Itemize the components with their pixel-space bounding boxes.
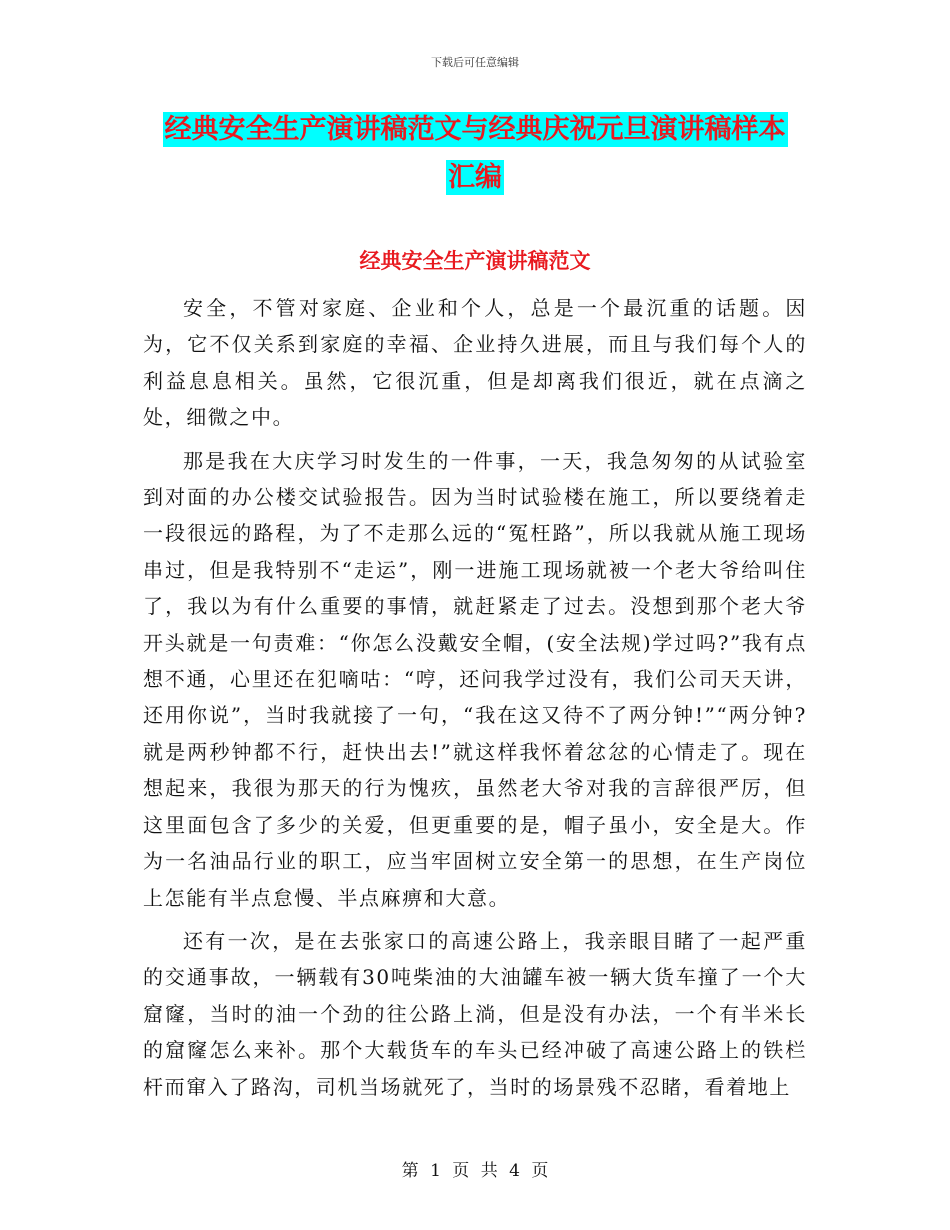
document-title-line-2: 汇编 [448, 162, 502, 193]
document-title-line-1: 经典安全生产演讲稿范文与经典庆祝元旦演讲稿样本 [164, 114, 786, 145]
document-title [0, 106, 950, 202]
section-title: 经典安全生产演讲稿范文 [359, 249, 591, 273]
header-note: 下载后可任意编辑 [431, 56, 519, 69]
paragraph-3: 还有一次，是在去张家口的高速公路上，我亲眼目睹了一起严重的交通事故，一辆载有30吨柴油的大油罐车被一辆大货车撞了一个大窟窿，当时的油一个劲的往公路上淌，但是没有办法，一个有半米长的窟窿怎么来补。那个大载货车的车头已经冲破了高速公路上的铁栏杆而窜入了路沟，司机当场就死了，当时的场景残不忍睹，看着地上 [143, 928, 807, 1099]
paragraph-1: 安全，不管对家庭、企业和个人，总是一个最沉重的话题。因为，它不仅关系到家庭的幸福、企业持久进展，而且与我们每个人的利益息息相关。虽然，它很沉重，但是却离我们很近，就在点滴之处，细微之中。 [143, 296, 807, 430]
body-text [143, 290, 807, 1112]
paragraph-2: 那是我在大庆学习时发生的一件事，一天，我急匆匆的从试验室到对面的办公楼交试验报告。因为当时试验楼在施工，所以要绕着走一段很远的路程，为了不走那么远的“冤枉路”，所以我就从施工现场串过，但是我特别不“走运”，刚一进施工现场就被一个老大爷给叫住了，我以为有什么重要的事情，就赶紧走了过去。没想到那个老大爷开头就是一句责难：“你怎么没戴安全帽，(安全法规)学过吗?”我有点想不通，心里还在犯嘀咕：“哼，还问我学过没有，我们公司天天讲，还用你说”，当时我就接了一句，“我在这又待不了两分钟!”“两分钟?就是两秒钟都不行，赶快出去!”就这样我怀着忿忿的心情走了。现在想起来，我很为那天的行为愧疚，虽然老大爷对我的言辞很严厉，但这里面包含了多少的关爱，但更重要的是，帽子虽小，安全是大。作为一名油品行业的职工，应当牢固树立安全第一的思想，在生产岗位上怎能有半点怠慢、半点麻痹和大意。 [143, 448, 807, 910]
page-footer: 第 1 页 共 4 页 [401, 1161, 549, 1181]
